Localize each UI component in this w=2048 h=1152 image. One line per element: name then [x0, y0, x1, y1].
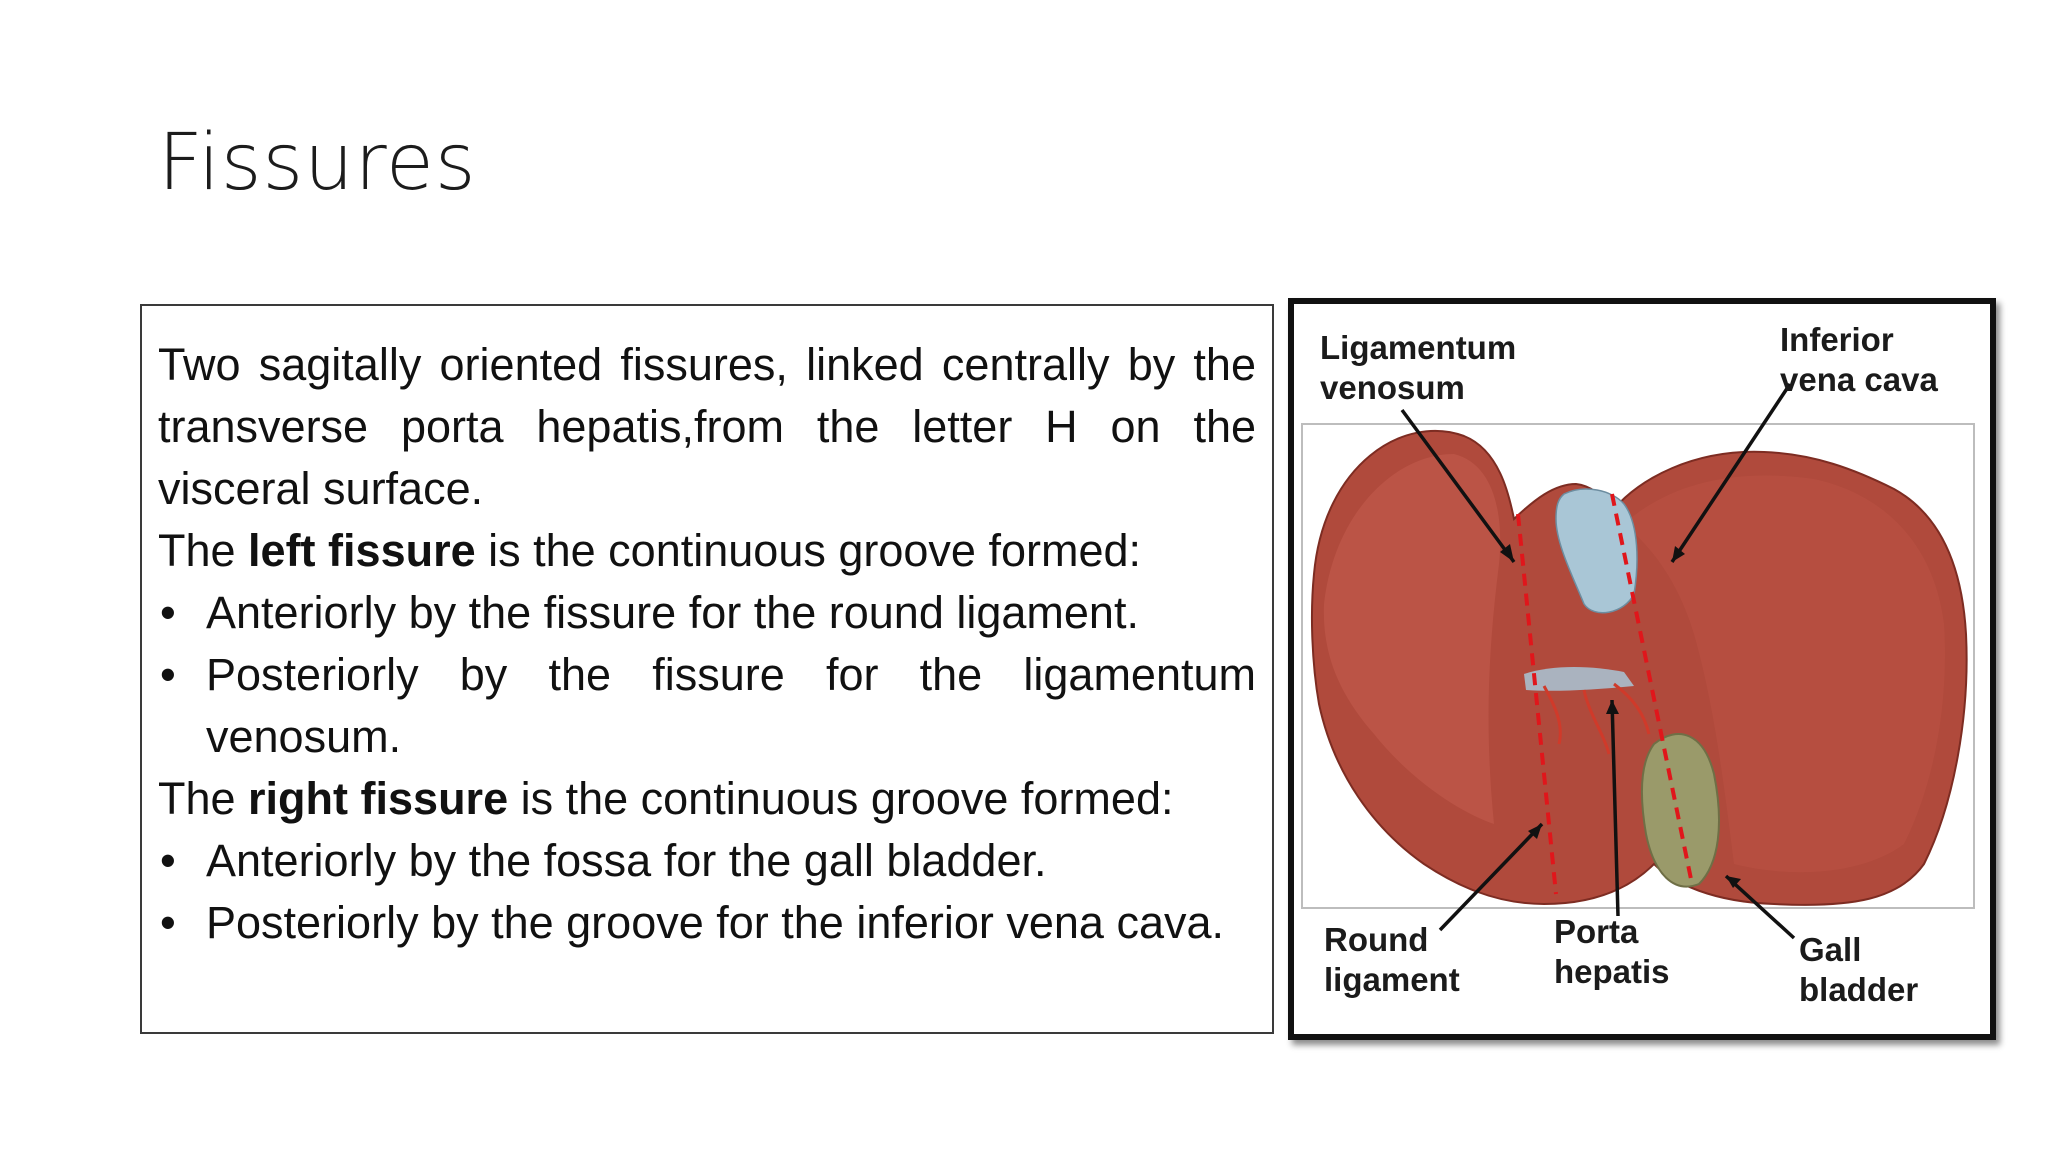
left-fissure-heading: The left fissure is the continuous groove formed:	[158, 525, 1142, 576]
label-ligamentum-venosum: Ligamentum venosum	[1320, 329, 1517, 406]
left-fissure-list	[158, 582, 1256, 768]
list-item: • Anteriorly by the fossa for the gall bladder.	[158, 830, 1256, 892]
right-fissure-heading: The right fissure is the continuous groove formed:	[158, 773, 1174, 824]
list-item: • Posteriorly by the groove for the inferior vena cava.	[158, 892, 1256, 954]
bullet-icon: •	[160, 897, 176, 948]
list-item: • Posteriorly by the fissure for the ligamentum venosum.	[158, 644, 1256, 768]
bullet-icon: •	[160, 649, 176, 700]
list-item: • Anteriorly by the fissure for the round ligament.	[158, 582, 1256, 644]
label-round-ligament: Round ligament	[1324, 921, 1460, 998]
left-fissure-term: left fissure	[248, 525, 476, 576]
label-inferior-vena-cava: Inferior vena cava	[1780, 321, 1938, 398]
slide-title: Fissures	[158, 118, 477, 208]
label-gall-bladder: Gall bladder	[1799, 931, 1919, 1008]
bullet-icon: •	[160, 835, 176, 886]
text-box	[140, 304, 1274, 1034]
label-porta-hepatis: Porta hepatis	[1554, 913, 1670, 990]
liver-diagram	[1288, 298, 1996, 1040]
bullet-icon: •	[160, 587, 176, 638]
right-fissure-list	[158, 830, 1256, 954]
right-fissure-term: right fissure	[248, 773, 509, 824]
intro-paragraph: Two sagitally oriented fissures, linked centrally by the transverse porta hepatis,from the letter H on the visceral surface.	[158, 339, 1256, 514]
